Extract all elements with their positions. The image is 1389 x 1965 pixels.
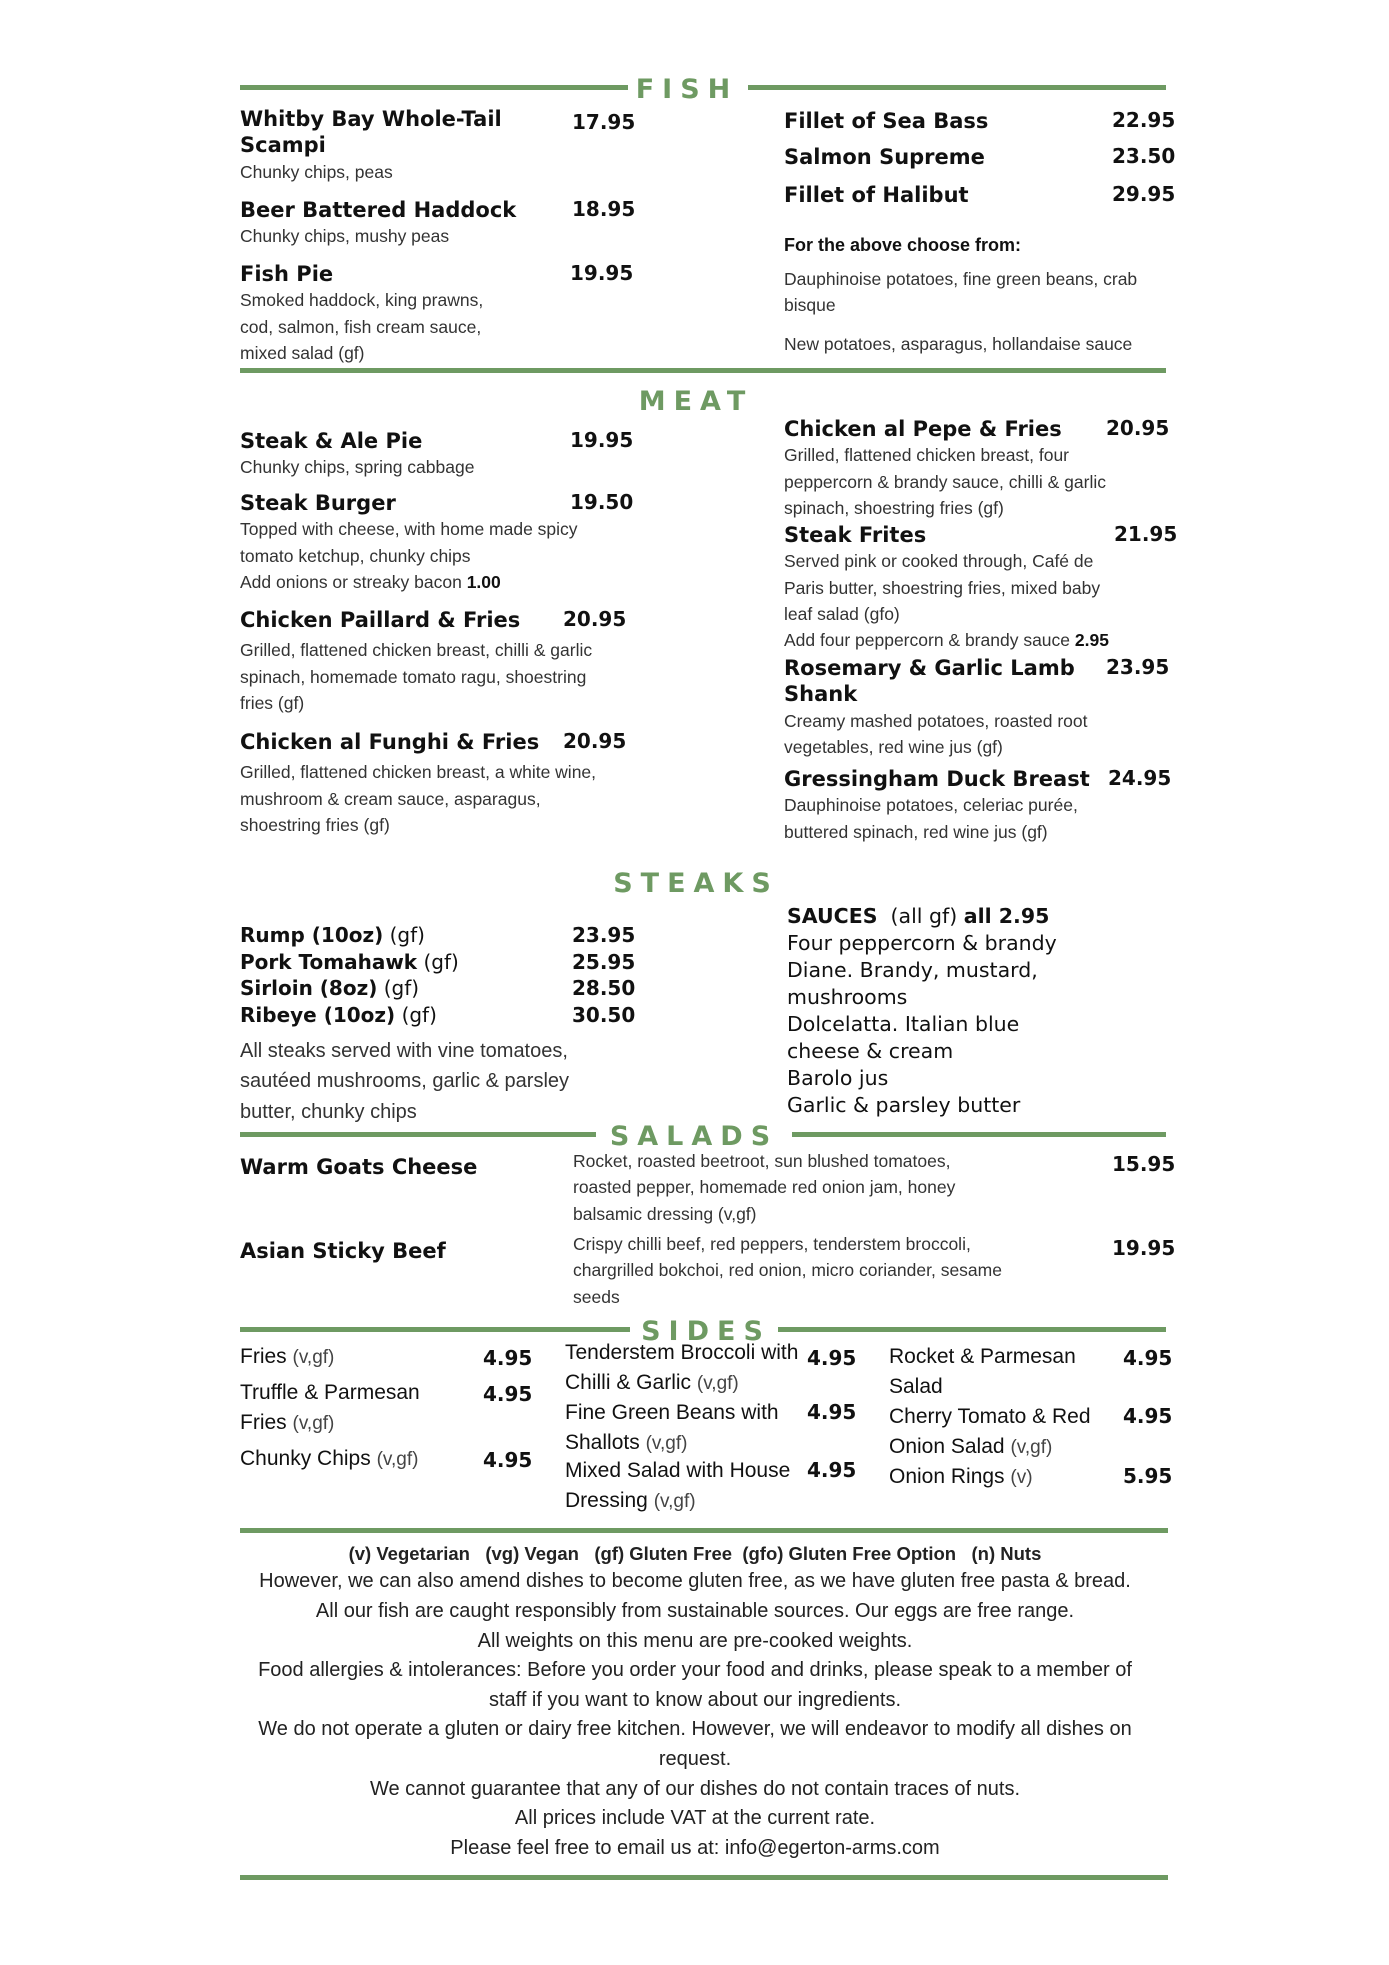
- meat-item-pepe: [784, 416, 1174, 521]
- fish-item-haddock: [240, 197, 640, 250]
- side-cherry-tomato: [889, 1402, 1109, 1463]
- item-price: 24.95: [1108, 766, 1172, 790]
- steak-name: Pork Tomahawk: [240, 949, 418, 974]
- sauces-block: [787, 903, 1157, 1119]
- sauce-item: Diane. Brandy, mustard, mushrooms: [787, 958, 1038, 1010]
- side-name: Fine Green Beans with Shallots: [565, 1401, 779, 1455]
- side-tag: (v): [1010, 1467, 1033, 1488]
- steak-tag: (gf): [389, 923, 425, 947]
- item-desc: Served pink or cooked through, Café de Paris butter, shoestring fries, mixed baby leaf salad (gfo): [784, 551, 1101, 624]
- side-price: 4.95: [483, 1382, 533, 1406]
- meat-item-lamb: [784, 655, 1174, 760]
- side-tag: (v,gf): [1010, 1437, 1053, 1459]
- side-green-beans: [565, 1398, 795, 1459]
- item-price: 19.95: [570, 428, 634, 452]
- sauces-label: SAUCES: [787, 904, 878, 928]
- side-name: Mixed Salad with House Dressing: [565, 1459, 791, 1513]
- item-price: 19.50: [570, 490, 634, 514]
- fish-right-halibut-price: 29.95: [1112, 182, 1176, 206]
- side-tag: (v,gf): [645, 1433, 688, 1455]
- item-name: Beer Battered Haddock: [240, 198, 517, 222]
- item-price: 19.95: [570, 261, 634, 285]
- item-desc: Creamy mashed potatoes, roasted root vegetables, red wine jus (gf): [784, 710, 1088, 757]
- side-onion-rings: [889, 1462, 1109, 1492]
- meat-rule: [240, 368, 1166, 373]
- item-extra-text: Add onions or streaky bacon: [240, 571, 462, 592]
- steak-tag: (gf): [383, 976, 420, 1001]
- side-name: Cherry Tomato & Red Onion Salad: [889, 1405, 1091, 1459]
- fish-right-halibut: Fillet of Halibut: [784, 183, 969, 207]
- side-broccoli: [565, 1338, 803, 1399]
- sauce-item: Garlic & parsley butter: [787, 1093, 1021, 1118]
- steak-ribeye: [240, 1002, 660, 1029]
- steak-name: Ribeye (10oz): [240, 1002, 396, 1027]
- footer-line: All weights on this menu are pre-cooked weights.: [477, 1629, 913, 1652]
- fish-item-pie: [240, 261, 640, 366]
- item-extra: [240, 569, 640, 595]
- side-truffle-fries: [240, 1378, 440, 1439]
- footer-text: [230, 1540, 1160, 1863]
- item-price: 18.95: [572, 197, 636, 221]
- item-name: Steak Burger: [240, 491, 396, 515]
- footer-email-line[interactable]: Please feel free to email us at: info@egerton-arms.com: [450, 1836, 940, 1859]
- meat-heading: MEAT: [638, 386, 754, 417]
- side-name: Truffle & Parmesan Fries: [240, 1381, 420, 1435]
- steak-price: 30.50: [572, 1002, 636, 1027]
- fish-right-salmon-price: 23.50: [1112, 144, 1176, 168]
- side-price: 5.95: [1123, 1464, 1173, 1488]
- footer-rule-bottom: [240, 1875, 1168, 1880]
- salad-goats-price: 15.95: [1112, 1152, 1176, 1176]
- item-price: 23.95: [1106, 655, 1170, 679]
- steak-tag: (gf): [401, 1002, 437, 1027]
- footer-line: All prices include VAT at the current rate.: [514, 1807, 876, 1830]
- sides-rule-left: [240, 1327, 630, 1332]
- salad-beef-price: 19.95: [1112, 1236, 1176, 1260]
- side-price: 4.95: [807, 1400, 857, 1424]
- fish-item-scampi: [240, 106, 640, 185]
- side-price: 4.95: [807, 1458, 857, 1482]
- side-price: 4.95: [1123, 1346, 1173, 1370]
- steaks-note: All steaks served with vine tomatoes, sautéed mushrooms, garlic & parsley butter, chunky chips: [240, 1040, 570, 1123]
- salads-heading: SALADS: [609, 1121, 779, 1152]
- steaks-heading: STEAKS: [613, 868, 779, 899]
- item-name: Steak Frites: [784, 523, 927, 547]
- salad-goats-desc: Rocket, roasted beetroot, sun blushed tomatoes, roasted pepper, homemade red onion jam, honey balsamic dressing (v,gf): [573, 1151, 956, 1224]
- side-chunky-chips: [240, 1444, 470, 1474]
- side-name: Fries: [240, 1345, 287, 1368]
- side-tag: (v,gf): [292, 1347, 335, 1368]
- meat-item-paillard: [240, 607, 640, 716]
- footer-line: However, we can also amend dishes to become gluten free, as we have gluten free pasta & bread.: [259, 1570, 1131, 1593]
- fish-right-seabass-price: 22.95: [1112, 108, 1176, 132]
- item-price: 20.95: [1106, 416, 1170, 440]
- side-price: 4.95: [483, 1346, 533, 1370]
- side-tag: (v,gf): [376, 1449, 419, 1470]
- side-tag: (v,gf): [292, 1413, 335, 1435]
- item-desc: Grilled, flattened chicken breast, four peppercorn & brandy sauce, chilli & garlic spinach, shoestring fries (gf): [784, 445, 1106, 518]
- side-rocket-salad: [889, 1342, 1089, 1403]
- salad-beef-name: Asian Sticky Beef: [240, 1239, 446, 1263]
- fish-choose-label: For the above choose from:: [784, 235, 1022, 255]
- salad-goats-name: Warm Goats Cheese: [240, 1155, 478, 1179]
- item-desc: Chunky chips, peas: [240, 161, 393, 182]
- sides-heading: SIDES: [641, 1316, 771, 1347]
- side-fries: [240, 1342, 470, 1372]
- sauce-item: Dolcelatta. Italian blue cheese & cream: [787, 1012, 1020, 1064]
- footer-line: All our fish are caught responsibly from sustainable sources. Our eggs are free range.: [315, 1599, 1075, 1622]
- side-name: Rocket & Parmesan Salad: [889, 1345, 1076, 1399]
- item-desc: Dauphinoise potatoes, celeriac purée, buttered spinach, red wine jus (gf): [784, 795, 1078, 842]
- fish-heading: FISH: [635, 74, 739, 105]
- sauces-tag: (all gf): [890, 904, 958, 928]
- item-extra-price: 1.00: [466, 571, 501, 592]
- fish-right-salmon: Salmon Supreme: [784, 145, 985, 169]
- side-name: Chunky Chips: [240, 1447, 371, 1470]
- item-desc: Topped with cheese, with home made spicy tomato ketchup, chunky chips: [240, 519, 578, 566]
- steak-price: 28.50: [572, 976, 636, 1001]
- item-desc: Chunky chips, mushy peas: [240, 226, 450, 247]
- item-name: Chicken al Pepe & Fries: [784, 417, 1062, 441]
- side-tag: (v,gf): [653, 1491, 696, 1513]
- meat-item-pie: [240, 428, 640, 481]
- meat-item-frites: [784, 522, 1178, 653]
- item-name: Chicken Paillard & Fries: [240, 608, 521, 632]
- side-price: 4.95: [807, 1346, 857, 1370]
- steak-sirloin: [240, 975, 660, 1002]
- side-tag: (v,gf): [696, 1373, 739, 1395]
- item-extra-price: 2.95: [1074, 630, 1109, 650]
- sauce-item: Barolo jus: [787, 1066, 889, 1091]
- fish-right-seabass: Fillet of Sea Bass: [784, 109, 989, 133]
- item-price: 20.95: [563, 607, 627, 631]
- steak-rump: [240, 922, 660, 949]
- item-desc: Grilled, flattened chicken breast, a white wine, mushroom & cream sauce, asparagus, shoestring fries (gf): [240, 762, 597, 835]
- footer-line: We do not operate a gluten or dairy free kitchen. However, we will endeavor to modify all dishes on request.: [258, 1718, 1132, 1770]
- item-name: Whitby Bay Whole-Tail Scampi: [240, 107, 502, 158]
- salads-rule-left: [240, 1132, 596, 1137]
- fish-choose-option-1: Dauphinoise potatoes, fine green beans, crab bisque: [784, 269, 1138, 316]
- steak-name: Rump (10oz): [240, 923, 384, 947]
- steak-tomahawk: [240, 949, 660, 976]
- meat-item-burger: [240, 490, 640, 595]
- sauces-header: [787, 903, 1157, 930]
- side-name: Tenderstem Broccoli with Chilli & Garlic: [565, 1341, 799, 1395]
- item-name: Chicken al Funghi & Fries: [240, 730, 540, 754]
- sides-rule-right: [778, 1327, 1166, 1332]
- steaks-list: [240, 922, 660, 1028]
- steak-price: 23.95: [572, 923, 636, 947]
- side-name: Onion Rings: [889, 1465, 1005, 1488]
- item-name: Steak & Ale Pie: [240, 429, 423, 453]
- sauces-price: all 2.95: [963, 904, 1050, 928]
- item-extra-text: Add four peppercorn & brandy sauce: [784, 630, 1071, 650]
- item-price: 21.95: [1114, 522, 1178, 546]
- item-desc: Chunky chips, spring cabbage: [240, 457, 475, 478]
- footer-line: Food allergies & intolerances: Before you order your food and drinks, please speak to a member of staff if you want to know about our ingredients.: [258, 1659, 1132, 1711]
- side-mixed-salad: [565, 1456, 795, 1517]
- item-price: 17.95: [572, 110, 636, 134]
- steak-tag: (gf): [423, 949, 459, 974]
- item-name: Rosemary & Garlic Lamb Shank: [784, 656, 1075, 707]
- item-desc: Grilled, flattened chicken breast, chilli & garlic spinach, homemade tomato ragu, shoestring fries (gf): [240, 640, 593, 713]
- salads-rule-right: [792, 1132, 1166, 1137]
- steak-price: 25.95: [572, 949, 636, 974]
- fish-choose-option-2: New potatoes, asparagus, hollandaise sauce: [784, 334, 1133, 354]
- steak-name: Sirloin (8oz): [240, 976, 378, 1001]
- fish-rule-right: [748, 85, 1166, 90]
- meat-item-funghi: [240, 729, 640, 838]
- salad-beef-desc: Crispy chilli beef, red peppers, tenderstem broccoli, chargrilled bokchoi, red onion, micro coriander, sesame seeds: [573, 1234, 1002, 1307]
- sauce-item: Four peppercorn & brandy: [787, 931, 1057, 956]
- footer-rule-top: [240, 1528, 1168, 1533]
- item-desc: Smoked haddock, king prawns, cod, salmon, fish cream sauce, mixed salad (gf): [240, 290, 484, 363]
- side-price: 4.95: [1123, 1404, 1173, 1428]
- footer-line: We cannot guarantee that any of our dishes do not contain traces of nuts.: [369, 1777, 1021, 1800]
- side-price: 4.95: [483, 1448, 533, 1472]
- meat-item-duck: [784, 766, 1174, 845]
- item-name: Gressingham Duck Breast: [784, 767, 1090, 791]
- fish-rule-left: [240, 85, 628, 90]
- dietary-legend: (v) Vegetarian (vg) Vegan (gf) Gluten Free (gfo) Gluten Free Option (n) Nuts: [348, 1543, 1042, 1564]
- item-price: 20.95: [563, 729, 627, 753]
- item-extra: [784, 627, 1174, 653]
- item-name: Fish Pie: [240, 262, 334, 286]
